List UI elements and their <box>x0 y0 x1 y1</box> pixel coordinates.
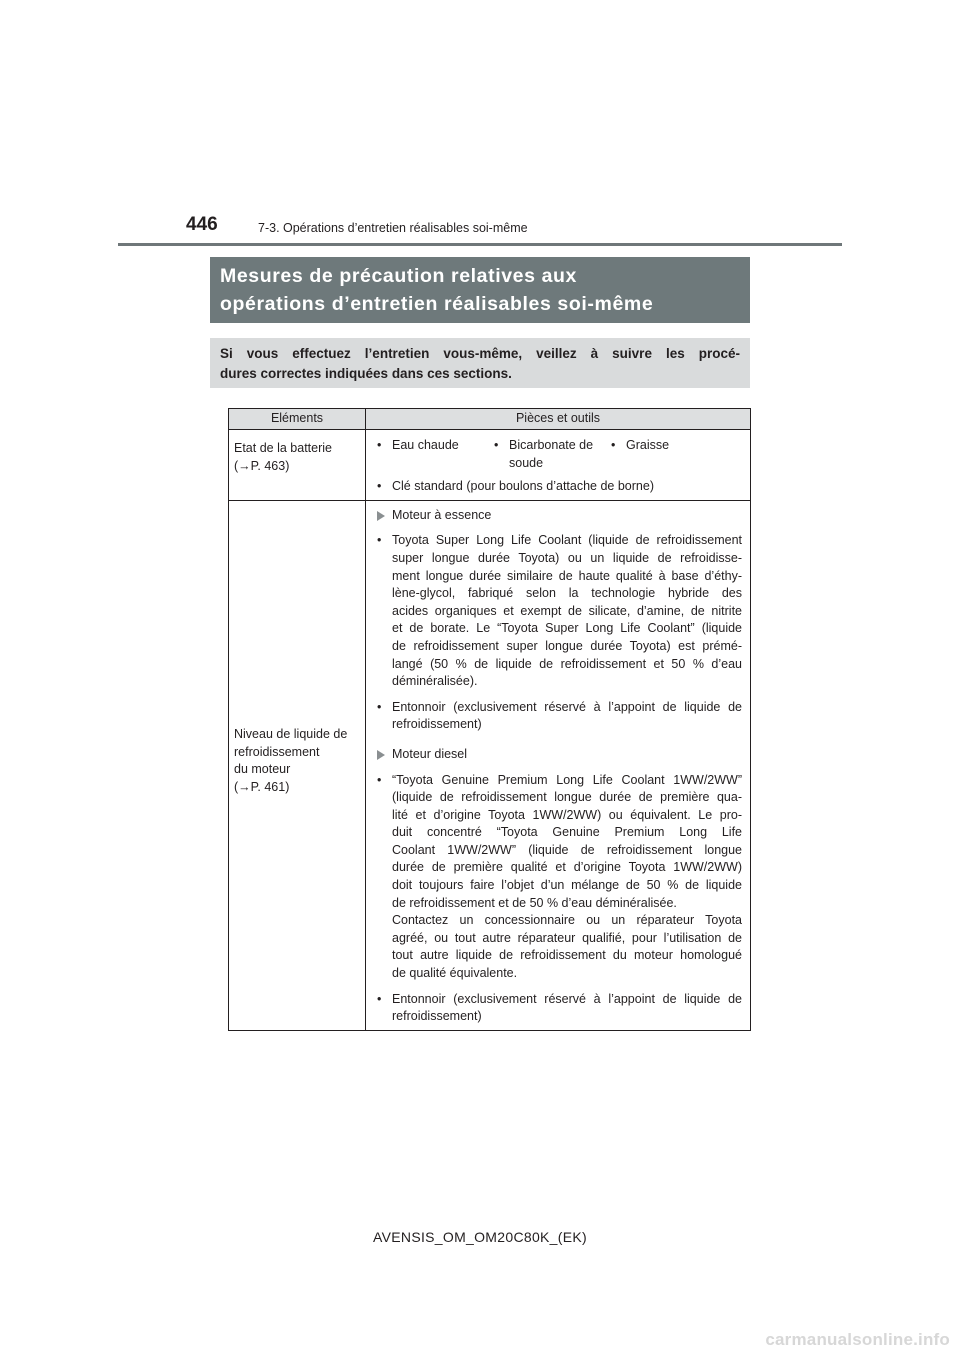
intro-box <box>210 338 750 388</box>
table-row-battery <box>229 430 751 501</box>
diesel-engine-heading: Moteur diesel <box>376 746 742 764</box>
arrow-right-icon <box>377 511 385 521</box>
petrol-funnel-bullet: • Entonnoir (exclusivement réservé à l’appoint de liquide de refroidissement) <box>376 699 742 734</box>
title-line-1: Mesures de précaution relatives aux <box>220 265 577 287</box>
parts-cell-battery <box>366 430 751 501</box>
page-number: 446 <box>186 214 218 235</box>
tool-baking-soda: • Bicarbonate de soude <box>493 437 610 472</box>
tool-hot-water: • Eau chaude <box>376 437 493 455</box>
battery-tools-row <box>376 437 742 472</box>
parts-cell-coolant <box>366 500 751 1030</box>
coolant-item-label-3: du moteur <box>234 762 291 777</box>
battery-item-label: Etat de la batterie <box>234 441 332 455</box>
table-header-row <box>229 409 751 430</box>
table-row-coolant <box>229 500 751 1030</box>
document-code: AVENSIS_OM_OM20C80K_(EK) <box>373 1229 587 1245</box>
coolant-page-link[interactable]: (→P. 461) <box>234 779 290 794</box>
item-cell-battery <box>229 430 366 501</box>
column-header-parts: Pièces et outils <box>366 409 751 430</box>
tool-wrench: • Clé standard (pour boulons d’attache de borne) <box>376 478 742 496</box>
diesel-coolant-bullet: • “Toyota Genuine Premium Long Life Coolant 1WW/2WW” (liquide de refroidissement longue durée de première qua- lité et d’origine Toyota 1WW/2WW) ou équivalent. Le pro- duit concentré “Toyota Genuine Premium Long Life Coolant 1WW/2WW” (liquide de refroidissement longue durée de première qualité et d’origine Toyota 1WW/2WW) doit toujours faire l’objet d’un mélange de 50 % de liquide de refroidissement et de 50 % d’eau déminéralisée. Contactez un concessionnaire ou un réparateur Toyota agréé, ou tout autre réparateur qualifié, pour l’utilisation de tout autre liquide de refroidissement du moteur homologué de qualité équivalente. <box>376 772 742 983</box>
item-cell-coolant <box>229 500 366 1030</box>
petrol-coolant-bullet: • Toyota Super Long Life Coolant (liquide de refroidissement super longue durée Toyota) ou un liquide de refroidisse- ment longue durée similaire de haute qualité à base d’éthy- lène-glycol, fabriqué selon la technologie hybride des acides organiques et exempt de silicate, d’amine, de nitrite et de borate. Le “Toyota Super Long Life Coolant” (liquide de refroidissement super longue durée Toyota) est prémé- langé (50 % de liquide de refroidissement et 50 % d’eau déminéralisée). <box>376 532 742 690</box>
watermark: carmanualsonline.info <box>765 1330 950 1349</box>
coolant-item-label-1: Niveau de liquide de <box>234 727 348 742</box>
title-line-2: opérations d’entretien réalisables soi-même <box>220 293 654 315</box>
intro-line-2: dures correctes indiquées dans ces sections. <box>220 366 512 381</box>
header-rule <box>118 243 842 246</box>
intro-line-1: Si vous effectuez l’entretien vous-même, veillez à suivre les procé- <box>220 346 740 361</box>
coolant-item-label-2: refroidissement <box>234 744 320 759</box>
tool-grease: • Graisse <box>610 437 710 455</box>
section-label: 7-3. Opérations d’entretien réalisables soi-même <box>258 221 528 235</box>
arrow-right-icon <box>377 750 385 760</box>
column-header-items: Eléments <box>229 409 366 430</box>
battery-page-link[interactable]: (→P. 463) <box>234 458 290 473</box>
diesel-funnel-bullet: • Entonnoir (exclusivement réservé à l’appoint de liquide de refroidissement) <box>376 991 742 1026</box>
parts-table <box>228 408 751 1031</box>
page-title <box>210 257 750 323</box>
petrol-engine-heading: Moteur à essence <box>376 507 742 525</box>
